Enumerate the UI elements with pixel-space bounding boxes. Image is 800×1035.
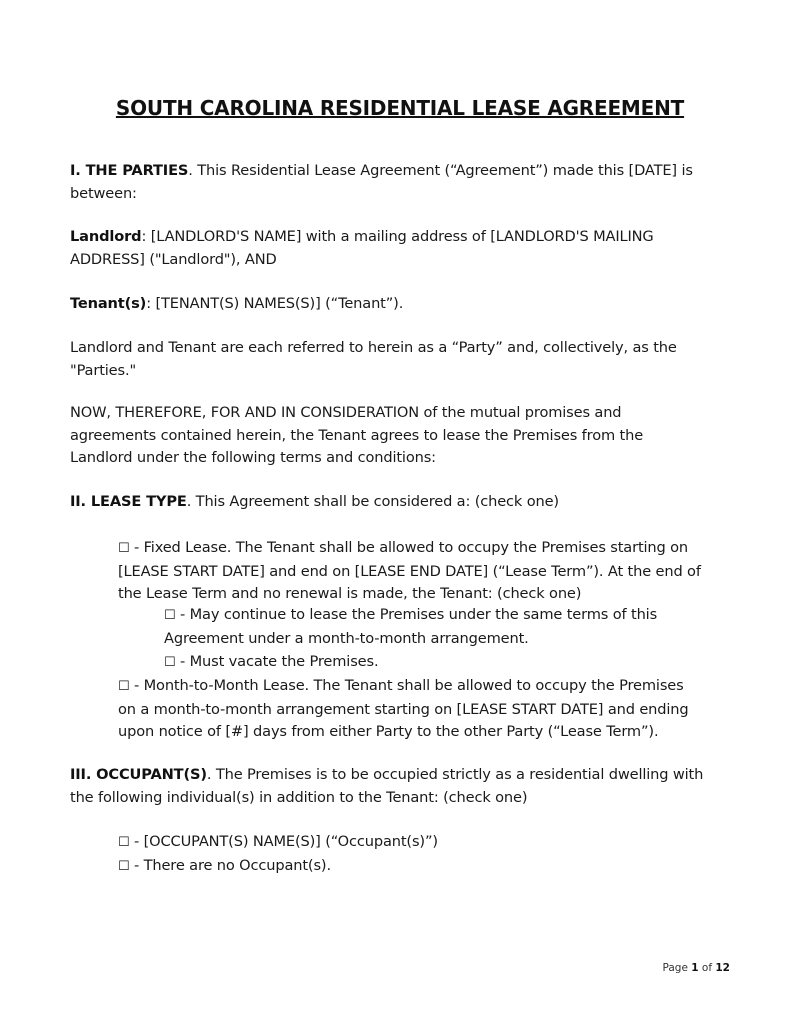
vacate-option (164, 651, 800, 675)
section-lease-type (70, 491, 738, 514)
section-heading-lease-type: II. LEASE TYPE (70, 493, 187, 510)
lease-type-text: . This Agreement shall be considered a: (check one) (186, 493, 559, 510)
landlord-paragraph (70, 226, 738, 271)
referred-text-line1: Landlord and Tenant are each referred to herein as a “Party” and, collectively, as the (70, 339, 677, 356)
now-text-line3: Landlord under the following terms and conditions: (70, 449, 436, 466)
of-word: of (701, 962, 713, 974)
now-text-line1: NOW, THEREFORE, FOR AND IN CONSIDERATION of the mutual promises and (70, 404, 622, 421)
fixed-lease-line2: [LEASE START DATE] and end on [LEASE END DATE] (“Lease Term”). At the end of (118, 562, 701, 580)
landlord-label: Landlord (70, 228, 142, 245)
section-occupants (70, 764, 738, 809)
month-to-month-line2: on a month-to-month arrangement starting on [LEASE START DATE] and ending (118, 700, 689, 718)
continue-lease-line1: - May continue to lease the Premises under the same terms of this (175, 606, 658, 623)
parties-text-line2: between: (70, 184, 137, 202)
occupants-text-line2: the following individual(s) in addition to the Tenant: (check one) (70, 788, 528, 806)
month-to-month-option (118, 675, 786, 744)
continue-lease-option (164, 604, 800, 650)
now-text-line2: agreements contained herein, the Tenant agrees to lease the Premises from the (70, 426, 644, 444)
no-occupants-checkbox[interactable]: ☐ (118, 858, 130, 874)
fixed-lease-option (118, 537, 786, 606)
consideration-paragraph (70, 402, 738, 470)
total-pages: 12 (715, 962, 730, 974)
fixed-lease-line3: the Lease Term and no renewal is made, the Tenant: (check one) (118, 585, 582, 602)
month-to-month-checkbox[interactable]: ☐ (118, 679, 130, 694)
landlord-text-line2: ADDRESS] ("Landlord"), AND (70, 250, 277, 268)
section-heading-occupants: III. OCCUPANT(S) (70, 766, 207, 783)
tenant-paragraph (70, 293, 738, 316)
occupant-names-checkbox[interactable]: ☐ (118, 835, 130, 850)
tenant-text-line1: : [TENANT(S) NAMES(S)] (“Tenant”). (146, 295, 404, 312)
section-parties (70, 160, 738, 205)
referred-text-line2: "Parties." (70, 361, 137, 379)
parties-text-line1: . This Residential Lease Agreement (“Agreement”) made this [DATE] is (188, 162, 693, 179)
fixed-lease-line1: - Fixed Lease. The Tenant shall be allowed to occupy the Premises starting on (129, 539, 689, 556)
current-page: 1 (691, 962, 699, 974)
no-occupants-text: - There are no Occupant(s). (129, 856, 331, 874)
section-heading-parties: I. THE PARTIES (70, 162, 189, 179)
vacate-text: - Must vacate the Premises. (175, 653, 379, 670)
fixed-lease-checkbox[interactable]: ☐ (118, 541, 130, 556)
occupants-text-line1: . The Premises is to be occupied strictly as a residential dwelling with (206, 766, 704, 783)
month-to-month-line1: - Month-to-Month Lease. The Tenant shall be allowed to occupy the Premises (129, 677, 684, 694)
vacate-checkbox[interactable]: ☐ (164, 655, 176, 670)
occupants-options (118, 831, 786, 878)
landlord-text-line1: : [LANDLORD'S NAME] with a mailing address of [LANDLORD'S MAILING (141, 228, 654, 245)
tenant-label: Tenant(s) (70, 295, 147, 312)
occupant-names-text: - [OCCUPANT(S) NAME(S)] (“Occupant(s)”) (129, 833, 438, 850)
continue-lease-checkbox[interactable]: ☐ (164, 608, 176, 623)
document-title: SOUTH CAROLINA RESIDENTIAL LEASE AGREEMENT (115, 96, 685, 120)
month-to-month-line3: upon notice of [#] days from either Party to the other Party (“Lease Term”). (118, 723, 659, 740)
parties-definition-paragraph (70, 337, 738, 382)
continue-lease-line2: Agreement under a month-to-month arrangement. (164, 629, 529, 647)
page-number (662, 962, 730, 974)
page-word: Page (662, 962, 688, 974)
